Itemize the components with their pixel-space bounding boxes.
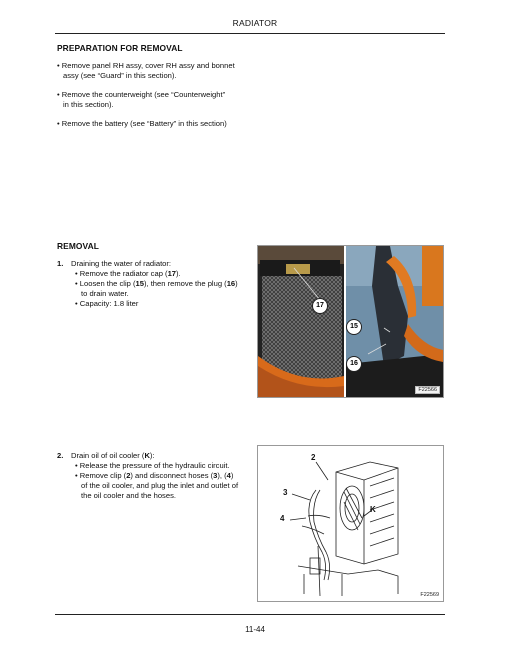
- step-2-bullet-1: • Release the pressure of the hydraulic circuit.: [75, 461, 230, 470]
- step-2-bullet-2-cont2: the oil cooler and the hoses.: [81, 491, 176, 500]
- prep-item-3: [57, 119, 257, 129]
- step-2-number: 2.: [57, 451, 64, 460]
- photo-reference-code: F22566: [415, 386, 440, 394]
- prep-item-2-line1: • Remove the counterweight (see “Counterweight”: [57, 90, 226, 99]
- step-1-bullet-1: • Remove the radiator cap (17).: [75, 269, 181, 278]
- diagram-label-k: K: [370, 505, 376, 514]
- removal-section-title: REMOVAL: [57, 241, 99, 251]
- step-1-bullet-2-cont: to drain water.: [81, 289, 129, 298]
- step-2-text: [71, 451, 251, 501]
- radiator-photo-figure: [257, 245, 444, 398]
- diagram-label-4: 4: [280, 514, 285, 523]
- diagram-label-2: 2: [311, 453, 316, 462]
- callout-16: 16: [346, 356, 362, 372]
- step-2-title: Drain oil of oil cooler (K):: [71, 451, 155, 460]
- prep-item-1-line1: • Remove panel RH assy, cover RH assy and bonnet: [57, 61, 235, 70]
- step-1-number: 1.: [57, 259, 64, 268]
- diagram-reference-code: F22569: [420, 592, 439, 598]
- prep-item-2-line2: in this section).: [63, 100, 114, 109]
- prep-item-1-line2: assy (see “Guard” in this section).: [63, 71, 177, 80]
- callout-15: 15: [346, 319, 362, 335]
- prep-item-1: [57, 61, 257, 81]
- footer-divider: [55, 614, 445, 615]
- step-2-bullet-2: • Remove clip (2) and disconnect hoses (3), (4): [75, 471, 234, 480]
- step-1-text: [71, 259, 251, 309]
- prep-item-3-line1: • Remove the battery (see “Battery” in this section): [57, 119, 227, 128]
- step-1-bullet-2: • Loosen the clip (15), then remove the plug (16): [75, 279, 238, 288]
- page-header-title: RADIATOR: [232, 18, 278, 28]
- oil-cooler-diagram-figure: [257, 445, 444, 602]
- callout-17: 17: [312, 298, 328, 314]
- step-2-bullet-2-cont1: of the oil cooler, and plug the inlet and outlet of: [81, 481, 239, 490]
- page-number: 11-44: [245, 625, 265, 634]
- step-1-bullet-3: • Capacity: 1.8 liter: [75, 299, 139, 308]
- header-divider: [55, 33, 445, 34]
- oil-cooler-line-drawing: [258, 446, 443, 601]
- step-1-title: Draining the water of radiator:: [71, 259, 172, 268]
- preparation-section-title: PREPARATION FOR REMOVAL: [57, 43, 183, 53]
- prep-item-2: [57, 90, 257, 110]
- diagram-label-3: 3: [283, 488, 288, 497]
